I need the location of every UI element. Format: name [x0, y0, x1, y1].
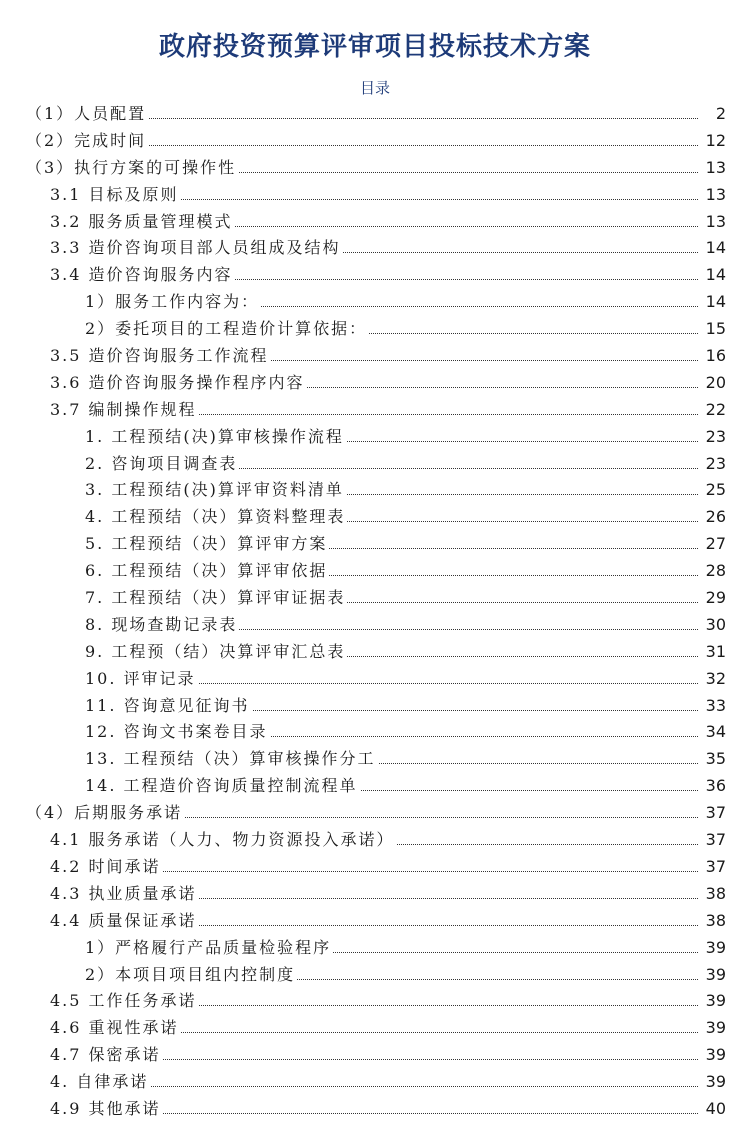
toc-entry[interactable] — [0, 531, 750, 558]
toc-page-number: 20 — [705, 372, 726, 392]
document-title: 政府投资预算评审项目投标技术方案 — [158, 32, 591, 62]
toc-entry-label: 3. 工程预结(决)算评审资料清单 — [85, 477, 346, 503]
toc-page-number: 13 — [705, 157, 726, 177]
toc-page-number: 36 — [705, 776, 726, 796]
toc-entry-label: 11. 咨询意见征询书 — [85, 693, 252, 719]
toc-entry-label: （3）执行方案的可操作性 — [26, 155, 238, 181]
toc-page-number: 32 — [705, 668, 726, 688]
toc-entry-label: 9. 工程预（结）决算评审汇总表 — [85, 639, 347, 665]
toc-entry-label: 4.1 服务承诺（人力、物力资源投入承诺） — [50, 827, 397, 853]
toc-page-number: 39 — [705, 991, 726, 1011]
toc-entry-label: 4.4 质量保证承诺 — [50, 908, 199, 934]
toc-entry[interactable] — [0, 182, 750, 209]
toc-entry[interactable] — [0, 1015, 750, 1042]
toc-entry[interactable] — [0, 101, 750, 128]
toc-entry-label: 14. 工程造价咨询质量控制流程单 — [85, 773, 360, 799]
toc-entry[interactable] — [0, 827, 750, 854]
toc-entry[interactable] — [0, 558, 750, 585]
toc-entry-label: 4.2 时间承诺 — [50, 854, 163, 880]
toc-entry[interactable] — [0, 1096, 750, 1123]
toc-page-number: 37 — [705, 803, 726, 823]
toc-entry[interactable] — [0, 262, 750, 289]
toc-entry-label: 3.3 造价咨询项目部人员组成及结构 — [50, 235, 343, 261]
toc-entry[interactable] — [0, 477, 750, 504]
toc-entry[interactable] — [0, 289, 750, 316]
toc-entry-label: 4.3 执业质量承诺 — [50, 881, 199, 907]
toc-entry-label: 1. 工程预结(决)算审核操作流程 — [85, 424, 346, 450]
toc-dot-leader — [54, 1086, 698, 1087]
toc-entry[interactable] — [0, 343, 750, 370]
toc-page-number: 37 — [705, 830, 726, 850]
toc-entry-label: 12. 咨询文书案卷目录 — [85, 719, 270, 745]
toc-entry-label: （1）人员配置 — [26, 101, 148, 127]
toc-entry-label: 8. 现场查勘记录表 — [85, 612, 239, 638]
toc-page-number: 12 — [705, 130, 726, 150]
toc-page-number: 23 — [705, 453, 726, 473]
toc-entry[interactable] — [0, 585, 750, 612]
toc-entry[interactable] — [0, 397, 750, 424]
toc-page-number: 15 — [705, 319, 726, 339]
toc-entry[interactable] — [0, 209, 750, 236]
toc-page-number: 13 — [705, 211, 726, 231]
toc-entry-label: 3.4 造价咨询服务内容 — [50, 262, 235, 288]
toc-entry-label: 1）严格履行产品质量检验程序 — [85, 935, 333, 961]
toc-entry[interactable] — [0, 424, 750, 451]
toc-entry[interactable] — [0, 235, 750, 262]
table-of-contents — [0, 101, 750, 1123]
toc-entry[interactable] — [0, 1069, 750, 1096]
toc-entry[interactable] — [0, 988, 750, 1015]
toc-entry-label: 3.6 造价咨询服务操作程序内容 — [50, 370, 307, 396]
toc-page-number: 40 — [705, 1098, 726, 1118]
toc-page-number: 14 — [705, 238, 726, 258]
toc-entry-label: 4. 自律承诺 — [50, 1069, 150, 1095]
toc-page-number: 26 — [705, 507, 726, 527]
toc-entry[interactable] — [0, 746, 750, 773]
toc-page-number: 37 — [705, 856, 726, 876]
toc-entry-label: 3.2 服务质量管理模式 — [50, 209, 235, 235]
toc-heading: 目录 — [359, 79, 390, 97]
toc-page-number: 29 — [705, 588, 726, 608]
toc-entry-label: 4.7 保密承诺 — [50, 1042, 163, 1068]
toc-page-number: 39 — [705, 964, 726, 984]
toc-entry[interactable] — [0, 316, 750, 343]
toc-page-number: 13 — [705, 184, 726, 204]
toc-entry-label: 1）服务工作内容为： — [85, 289, 261, 315]
toc-entry[interactable] — [0, 1042, 750, 1069]
toc-entry-label: 3.1 目标及原则 — [50, 182, 181, 208]
toc-page-number: 27 — [705, 534, 726, 554]
toc-entry[interactable] — [0, 773, 750, 800]
toc-page-number: 23 — [705, 426, 726, 446]
toc-entry-label: 4.9 其他承诺 — [50, 1096, 163, 1122]
toc-entry[interactable] — [0, 935, 750, 962]
toc-entry-label: 10. 评审记录 — [85, 666, 198, 692]
toc-entry[interactable] — [0, 370, 750, 397]
toc-entry-label: 2）委托项目的工程造价计算依据： — [85, 316, 369, 342]
toc-entry[interactable] — [0, 639, 750, 666]
toc-page-number: 38 — [705, 883, 726, 903]
toc-page-number: 22 — [705, 399, 726, 419]
toc-page-number: 33 — [705, 695, 726, 715]
toc-page-number: 2 — [715, 104, 726, 123]
toc-entry[interactable] — [0, 504, 750, 531]
toc-page-number: 14 — [705, 292, 726, 312]
toc-entry[interactable] — [0, 881, 750, 908]
toc-entry-label: 3.7 编制操作规程 — [50, 397, 199, 423]
toc-page-number: 38 — [705, 910, 726, 930]
toc-page-number: 39 — [705, 937, 726, 957]
toc-page-number: 39 — [705, 1018, 726, 1038]
toc-entry-label: 5. 工程预结（决）算评审方案 — [85, 531, 329, 557]
toc-entry[interactable] — [0, 693, 750, 720]
toc-entry[interactable] — [0, 128, 750, 155]
toc-entry-label: 6. 工程预结（决）算评审依据 — [85, 558, 329, 584]
toc-entry-label: （2）完成时间 — [26, 128, 148, 154]
toc-page-number: 39 — [705, 1045, 726, 1065]
toc-entry-label: 7. 工程预结（决）算评审证据表 — [85, 585, 347, 611]
toc-page-number: 30 — [705, 614, 726, 634]
toc-entry[interactable] — [0, 612, 750, 639]
toc-entry-label: 4.6 重视性承诺 — [50, 1015, 181, 1041]
toc-page-number: 34 — [705, 722, 726, 742]
toc-entry-label: 13. 工程预结（决）算审核操作分工 — [85, 746, 378, 772]
toc-page-number: 14 — [705, 265, 726, 285]
toc-page-number: 31 — [705, 641, 726, 661]
toc-page-number: 25 — [705, 480, 726, 500]
toc-entry[interactable] — [0, 666, 750, 693]
toc-entry-label: 3.5 造价咨询服务工作流程 — [50, 343, 271, 369]
toc-entry[interactable] — [0, 800, 750, 827]
toc-entry-label: 4. 工程预结（决）算资料整理表 — [85, 504, 347, 530]
toc-entry-label: 4.5 工作任务承诺 — [50, 988, 199, 1014]
toc-page-number: 39 — [705, 1072, 726, 1092]
toc-entry[interactable] — [0, 719, 750, 746]
toc-entry-label: （4）后期服务承诺 — [26, 800, 184, 826]
toc-entry[interactable] — [0, 962, 750, 989]
toc-entry-label: 2. 咨询项目调查表 — [85, 451, 239, 477]
toc-page-number: 28 — [705, 561, 726, 581]
toc-entry[interactable] — [0, 155, 750, 182]
toc-entry[interactable] — [0, 854, 750, 881]
toc-entry[interactable] — [0, 451, 750, 478]
toc-page-number: 16 — [705, 346, 726, 366]
toc-entry-label: 2）本项目项目组内控制度 — [85, 962, 297, 988]
toc-page-number: 35 — [705, 749, 726, 769]
toc-entry[interactable] — [0, 908, 750, 935]
